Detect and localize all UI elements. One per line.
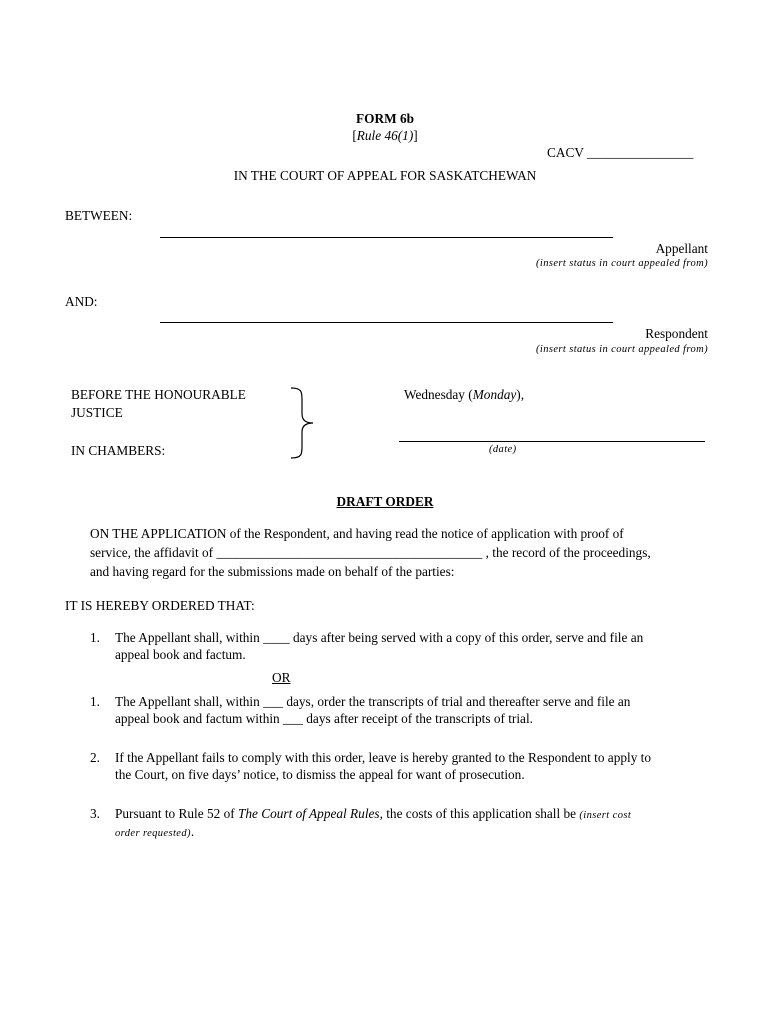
- respondent-label: Respondent: [645, 326, 708, 341]
- between-label: BETWEEN:: [65, 208, 133, 223]
- day-text: Wednesday (: [404, 387, 473, 402]
- in-chambers-label: IN CHAMBERS:: [71, 443, 166, 458]
- item-3-line-1: [115, 806, 631, 822]
- or-separator: OR: [272, 670, 291, 685]
- appellant-name-line: [160, 237, 613, 238]
- item-1-alt-line-2: appeal book and factum within ___ days after receipt of the transcripts of trial.: [115, 711, 533, 726]
- respondent-status-note: (insert status in court appealed from): [535, 344, 708, 355]
- item-number: 2.: [90, 750, 100, 765]
- item-1-line-2: appeal book and factum.: [115, 647, 246, 662]
- appellant-label: Appellant: [655, 241, 708, 256]
- rule-reference: [Rule 46(1)]: [352, 128, 418, 143]
- item-number: 1.: [90, 694, 100, 709]
- item-1-line-1: The Appellant shall, within ____ days after being served with a copy of this order, serve and file an: [115, 630, 644, 645]
- cost-note-2: order requested): [115, 828, 191, 839]
- justice-label: JUSTICE: [71, 405, 123, 420]
- intro-line-2: service, the affidavit of ________________________________________ , the record of the proceedings,: [90, 545, 651, 560]
- respondent-name-line: [160, 322, 613, 323]
- appellant-status-note: (insert status in court appealed from): [535, 258, 708, 269]
- date-line: [399, 441, 705, 442]
- cost-note-1: (insert cost: [579, 810, 632, 821]
- item-number: 3.: [90, 806, 100, 821]
- before-honourable: BEFORE THE HONOURABLE: [71, 387, 246, 402]
- date-note: (date): [489, 444, 517, 455]
- item-3-end: .: [190, 824, 195, 839]
- item-number: 1.: [90, 630, 100, 645]
- ordered-heading: IT IS HEREBY ORDERED THAT:: [65, 598, 255, 613]
- day-close: ),: [516, 387, 525, 402]
- form-title: FORM 6b: [356, 111, 414, 126]
- rules-title: The Court of Appeal Rules: [238, 806, 380, 821]
- and-label: AND:: [65, 294, 98, 309]
- hearing-day: [404, 387, 524, 403]
- item-2-line-2: the Court, on five days’ notice, to dismiss the appeal for want of prosecution.: [115, 767, 525, 782]
- item-3-line-2: [115, 824, 194, 840]
- item-2-line-1: If the Appellant fails to comply with this order, leave is hereby granted to the Respondent to apply to: [115, 750, 652, 765]
- item-3-pre: Pursuant to Rule 52 of: [115, 806, 238, 821]
- item-1-alt-line-1: The Appellant shall, within ___ days, order the transcripts of trial and thereafter serve and file an: [115, 694, 631, 709]
- rule-ref-text: Rule 46(1): [356, 128, 414, 143]
- intro-line-3: and having regard for the submissions made on behalf of the parties:: [90, 564, 455, 579]
- cacv-field: CACV ________________: [547, 145, 694, 160]
- item-3-post: , the costs of this application shall be: [379, 806, 580, 821]
- intro-line-1: ON THE APPLICATION of the Respondent, and having read the notice of application with proof of: [90, 526, 624, 541]
- right-brace-icon: [288, 386, 316, 460]
- court-name: IN THE COURT OF APPEAL FOR SASKATCHEWAN: [233, 168, 537, 183]
- draft-order-heading: DRAFT ORDER: [336, 494, 434, 509]
- day-italic: Monday: [472, 387, 517, 402]
